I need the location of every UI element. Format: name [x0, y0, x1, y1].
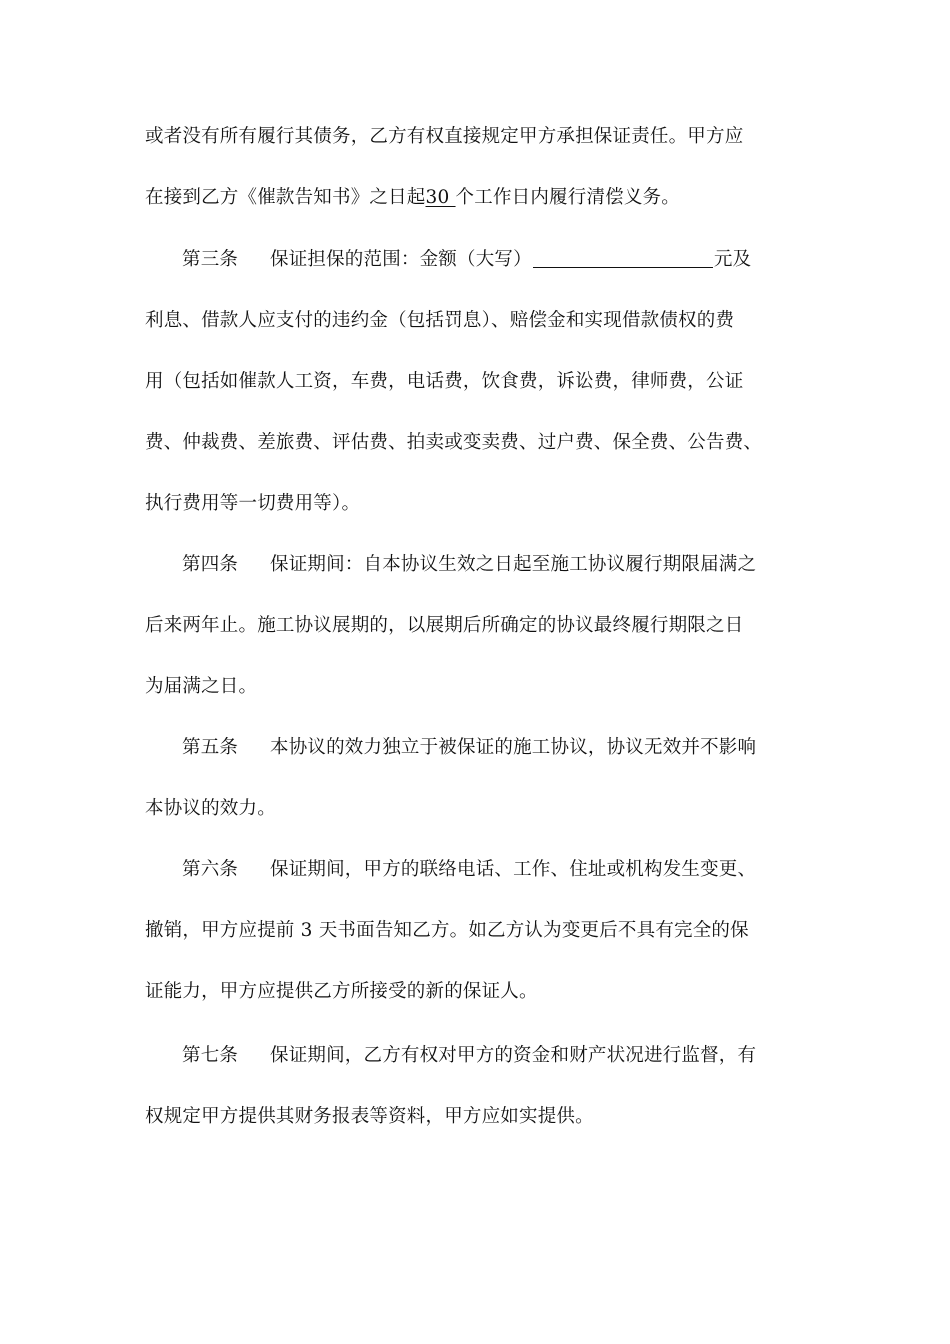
text: 利息、借款人应支付的违约金（包括罚息）、赔偿金和实现借款债权的费 — [145, 310, 735, 331]
paragraph-line — [145, 365, 785, 399]
text: 权规定甲方提供其财务报表等资料，甲方应如实提供。 — [145, 1106, 594, 1127]
paragraph-line — [145, 914, 785, 948]
article-label: 第三条 — [182, 249, 239, 270]
paragraph-line — [145, 670, 785, 704]
text: 个工作日内履行清偿义务。 — [455, 187, 680, 208]
paragraph-line — [145, 181, 785, 215]
paragraph-line — [145, 120, 785, 154]
article-label: 第七条 — [182, 1045, 239, 1066]
text: 执行费用等一切费用等）。 — [145, 493, 361, 514]
article-7-line — [182, 1039, 822, 1073]
paragraph-line — [145, 609, 785, 643]
article-label: 第四条 — [182, 554, 239, 575]
article-label: 第六条 — [182, 859, 239, 880]
text: 保证期间，甲方的联络电话、工作、住址或机构发生变更、 — [270, 859, 757, 880]
text: 撤销，甲方应提前 3 天书面告知乙方。如乙方认为变更后不具有完全的保 — [145, 920, 749, 941]
amount-blank-line — [533, 247, 713, 268]
paragraph-line — [145, 304, 785, 338]
days-value: 30 — [425, 187, 456, 208]
text: 或者没有所有履行其债务，乙方有权直接规定甲方承担保证责任。甲方应 — [145, 126, 744, 147]
paragraph-line — [145, 792, 785, 826]
text: 在接到乙方《催款告知书》之日起 — [145, 187, 426, 208]
article-label: 第五条 — [182, 737, 239, 758]
text: 元及 — [713, 249, 752, 270]
article-5-line — [182, 731, 822, 765]
article-6-line — [182, 853, 822, 887]
text: 用（包括如催款人工资，车费，电话费，饮食费，诉讼费，律师费，公证 — [145, 371, 744, 392]
text: 费、仲裁费、差旅费、评估费、拍卖或变卖费、过户费、保全费、公告费、 — [145, 432, 763, 453]
text: 后来两年止。施工协议展期的，以展期后所确定的协议最终履行期限之日 — [145, 615, 744, 636]
text: 保证期间：自本协议生效之日起至施工协议履行期限届满之 — [270, 554, 757, 575]
text: 本协议的效力。 — [145, 798, 276, 819]
paragraph-line — [145, 426, 785, 460]
paragraph-line — [145, 1100, 785, 1134]
article-3-line — [182, 243, 822, 277]
article-4-line — [182, 548, 822, 582]
text: 保证期间，乙方有权对甲方的资金和财产状况进行监督，有 — [270, 1045, 757, 1066]
text: 证能力，甲方应提供乙方所接受的新的保证人。 — [145, 981, 538, 1002]
text: 本协议的效力独立于被保证的施工协议，协议无效并不影响 — [270, 737, 757, 758]
text: 为届满之日。 — [145, 676, 258, 697]
paragraph-line — [145, 975, 785, 1009]
paragraph-line — [145, 487, 785, 521]
text: 保证担保的范围：金额（大写） — [270, 249, 532, 270]
